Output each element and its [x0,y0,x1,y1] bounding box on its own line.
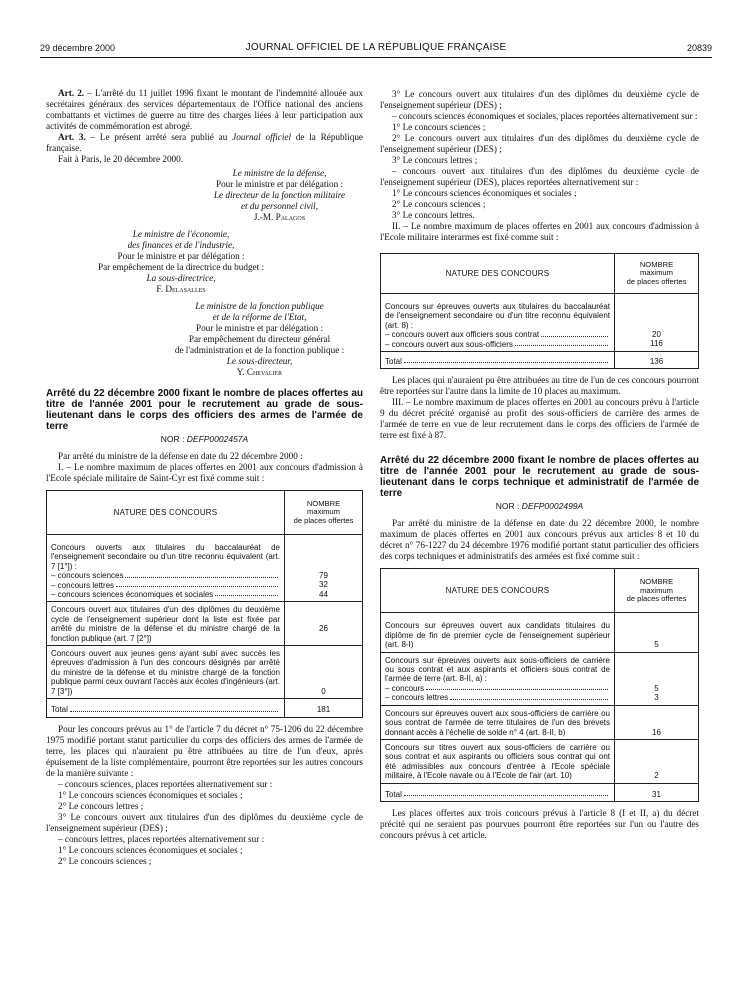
header-line: de places offertes [293,515,354,525]
journal-title: JOURNAL OFFICIEL DE LA RÉPUBLIQUE FRANÇAISE [245,42,507,53]
art3-label: Art. 3. [58,132,86,142]
after-table-2: Les places qui n'auraient pu être attribuées au titre de l'un de ces concours pourront être reportées sur l'autre dans la limite de 10 places au maximum. [380,375,699,397]
signature-block-2 [46,229,316,295]
item-value: 26 [319,623,328,633]
row-value [285,602,363,646]
item-value: 79 [319,571,328,580]
total-label: Total [51,705,68,715]
row-text: Concours sur titres ouvert aux sous-officiers de carrière ou sous contrat et aux aspirants ou officiers sous contrat qui ont été admissibles aux concours d'entrée à l'Ecole spéciale militaire, à l'Ecole navale ou à l'Ecole de l'air (art. 10) [381,739,615,783]
row-item [385,340,610,349]
table-total-row [47,699,363,717]
list-item: 2° Le concours sciences ; [58,855,152,866]
item-label: – concours lettres [51,580,115,590]
list-item: 3° Le concours lettres. [392,210,475,220]
item-label: – concours sciences économiques et sociales [51,590,214,600]
left-column [46,88,363,867]
page-header [40,43,712,57]
after-table-3: Les places offertes aux trois concours prévus à l'article 8 (I et II, a) du décret précité qui ne seraient pas pourvues pourront être reportées sur l'un ou l'autre des concours prévus à cet article. [380,807,699,840]
item-value: 3 [654,693,659,703]
sig3-line: Pour le ministre et par délégation : [195,323,324,333]
total-value: 181 [285,699,363,717]
list-item: 1° Le concours sciences économiques et sociales ; [58,844,243,855]
page-number: 20839 [686,43,712,53]
row-value: 5 [615,613,699,652]
total-label-cell [47,699,285,717]
table-cell [285,535,363,602]
item-value: 5 [654,683,659,693]
total-label: Total [385,789,402,799]
row-intro: Concours sur épreuves ouverts aux sous-officiers de carrière ou sous contrat et aux aspirants et officiers sous contrat de l'armée de terre (art. 8-II, a) : [385,655,610,684]
item-value: 20 [652,330,661,339]
sig3-line: Par empêchement du directeur général [188,334,331,344]
list-item: – concours lettres, places reportées alternativement sur : [58,833,265,844]
right-column [380,89,699,841]
table-row [47,535,363,602]
table-row [381,739,699,783]
header-line: de places offertes [626,594,687,604]
done-at: Fait à Paris, le 20 décembre 2000. [58,154,184,164]
list-item: – concours ouvert aux titulaires d'un des diplômes du deuxième cycle de l'enseignement supérieur (DES), places reportées alternativement sur : [380,166,699,187]
table-total-row [381,783,699,801]
sig2-line: des finances et de l'industrie, [127,240,235,250]
item-label: – concours [385,683,425,693]
row-item [51,581,280,590]
row-intro: Concours ouverts aux titulaires du baccalauréat de l'enseignement secondaire ou d'un titre reconnu équivalent (art. 7 [1°]) : [51,543,280,571]
row-item [51,571,280,580]
row-intro: Concours sur épreuves ouverts aux titulaires du baccalauréat de l'enseignement secondaire ou d'un titre reconnu équivalent (art. 8) : [385,302,610,330]
list-item: 3° Le concours ouvert aux titulaires d'un des diplômes du deuxième cycle de l'enseignement supérieur (DES) ; [380,89,699,110]
sig1-name: J.-M. Palagos [253,212,306,222]
row-text: Concours ouvert aux titulaires d'un des diplômes du deuxième cycle de l'enseignement supérieur dont la liste est fixée par arrêté du ministre de la défense et du ministre chargé de la fonction publique (art. 7 [2°]) [47,602,285,646]
list-item: 1° Le concours sciences ; [392,122,486,132]
art2-label: Art. 2. [58,88,85,98]
sig1-line: et du personnel civil, [240,201,319,211]
header-line: NOMBRE [639,259,674,269]
table-row [47,602,363,646]
item-value: 116 [650,339,663,349]
table-interarmes [380,253,699,369]
header-line: de places offertes [626,276,687,286]
header-rule [40,57,712,58]
header-line: maximum [640,268,673,278]
sig1-line: Le directeur de la fonction militaire [213,190,346,200]
table-cell [381,652,615,705]
header-line: NOMBRE [639,577,674,587]
point-3: III. – Le nombre maximum de places offertes en 2001 au concours prévu à l'article 9 du décret précité organisé au profit des sous-officiers de carrière des armes de l'armée de terre en vue de leur recrutement dans le corps des officiers de l'armée de terre est fixé à 87. [380,397,699,441]
header-date: 29 décembre 2000 [40,43,116,53]
signature-block-3 [46,301,363,378]
header-line: maximum [307,507,340,517]
table1-header-nombre [285,491,363,535]
sig2-line: Pour le ministre et par délégation : [117,251,245,261]
table-row [381,613,699,652]
table-row [47,646,363,699]
list-item: 2° Le concours ouvert aux titulaires d'un des diplômes du deuxième cycle de l'enseignement supérieur (DES) ; [380,133,699,154]
sig3-line: Le sous-directeur, [226,356,293,366]
art3-text-c: de la République française. [46,132,363,153]
art2-text: – L'arrêté du 11 juillet 1996 fixant le montant de l'indemnité allouée aux secrétaires généraux des services départementaux de l'Office national des anciens combattants et victimes de guerre au titre des charges liées à leur participation aux activités de commémoration est abrogé. [46,88,363,131]
article-2 [46,88,363,132]
art3-text-a: – Le présent arrêté sera publié au [85,132,233,142]
sig2-line: Le ministre de l'économie, [132,229,230,239]
nor-label: NOR : [160,434,187,444]
item-label: – concours lettres [385,693,449,703]
signature-block-1 [46,168,363,223]
row-text: Concours sur épreuves ouvert aux candidats titulaires du diplôme de fin de premier cycle de l'enseignement supérieur (art. 8-I) [381,613,615,652]
nor-reference-2 [380,501,699,512]
total-value: 31 [615,783,699,801]
sig2-name: F. Delasalles [156,284,206,294]
table-saint-cyr [46,490,363,718]
list-item: 3° Le concours ouvert aux titulaires d'un des diplômes du deuxième cycle de l'enseignement supérieur (DES) ; [46,811,363,833]
row-item [51,590,280,599]
after-table-1: Pour les concours prévus au 1° de l'article 7 du décret n° 75-1206 du 22 décembre 1975 modifié portant statut particulier du corps des officiers des armes de l'armée de terre, les places qui n'auraient pu être attribuées au titre de l'un d'eux, après épuisement de la liste complémentaire, pourront être reportées sur les autres concours de la manière suivante : [46,723,363,778]
item-label: – concours ouvert aux officiers sous contrat [385,330,540,340]
nor-label: NOR : [495,501,522,512]
table-cell [381,294,615,352]
sig3-name: Y. Chevalier [236,367,283,377]
sig2-line: Par empêchement de la directrice du budget : [97,262,265,272]
sig2-line: La sous-directrice, [146,273,216,283]
table3-header-nature: NATURE DES CONCOURS [381,569,615,613]
item-value: 32 [319,580,328,590]
sig3-line: de l'administration et de la fonction publique : [174,345,345,355]
point-1: I. – Le nombre maximum de places offertes en 2001 aux concours d'admission à l'Ecole spéciale militaire de Saint-Cyr est fixé comme suit : [46,462,363,483]
table-row [381,294,699,352]
list-item: 3° Le concours lettres ; [392,155,478,165]
sig3-line: et de la réforme de l'Etat, [212,312,307,322]
item-label: – concours ouvert aux sous-officiers [385,339,513,349]
list-item: 1° Le concours sciences économiques et sociales ; [392,188,577,198]
table-row [381,705,699,739]
art3-text-b: Journal officiel [232,132,291,142]
row-text: Concours ouvert aux jeunes gens ayant subi avec succès les épreuves d'admission à l'un des concours désignés par arrêté du ministre de la défense et du ministre chargé de la fonction publique parmi ceux ouvrant l'accès aux écoles d'ingénieurs (art. 7 [3°]) [47,646,285,699]
sig3-line: Le ministre de la fonction publique [195,301,324,311]
table-technique [380,568,699,802]
table-cell [615,294,699,352]
item-label: – concours sciences [51,571,124,581]
total-value: 136 [615,352,699,369]
nor-code: DEFP0002457A [186,434,249,444]
table-row [381,652,699,705]
intro-1: Par arrêté du ministre de la défense en date du 22 décembre 2000 : [58,451,303,461]
header-line: NOMBRE [306,498,341,508]
table2-header-nature: NATURE DES CONCOURS [381,254,615,294]
nor-reference-1 [46,434,363,445]
row-text: Concours sur épreuves ouvert aux sous-officiers de carrière ou sous contrat de l'armée de terre titulaires de l'un des brevets donnant accès à l'échelle de solde n° 4 (art. 8-II, b) [381,705,615,739]
table-total-row [381,352,699,369]
article-3 [46,132,363,154]
list-item: 2° Le concours sciences ; [392,199,486,209]
total-label: Total [385,357,402,367]
table-cell [615,652,699,705]
total-label-cell [381,783,615,801]
list-item: – concours sciences économiques et sociales, places reportées alternativement sur : [392,111,698,121]
arrete-title-1: Arrêté du 22 décembre 2000 fixant le nombre de places offertes au titre de l'année 2001 pour le recrutement au grade de sous-lieutenant dans le corps des officiers des armes de l'armée de terre [46,388,363,432]
list-item: 1° Le concours sciences économiques et sociales ; [58,789,243,800]
sig1-line: Le ministre de la défense, [232,168,327,178]
list-item: 2° Le concours lettres ; [58,800,144,811]
row-value: 2 [615,739,699,783]
row-value: 0 [285,646,363,699]
row-value: 16 [615,705,699,739]
header-line: maximum [640,585,673,595]
table2-header-nombre [615,254,699,294]
sig1-line: Pour le ministre et par délégation : [215,179,344,189]
table1-header-nature: NATURE DES CONCOURS [47,491,285,535]
nor-code: DEFP0002499A [521,501,584,512]
table-cell [47,535,285,602]
table3-header-nombre [615,569,699,613]
arrete-title-2: Arrêté du 22 décembre 2000 fixant le nombre de places offertes au titre de l'année 2001 pour le recrutement au grade de sous-lieutenant dans le corps technique et administratif de l'armée de terre [380,455,699,500]
total-label-cell [381,352,615,369]
intro-2: Par arrêté du ministre de la défense en date du 22 décembre 2000, le nombre maximum de places offertes en 2001 aux concours prévus aux articles 8 et 10 du décret n° 76-1227 du 24 décembre 1976 modifié portant statut particulier des officiers des corps techniques et administratifs des armées est fixé comme suit : [380,518,699,562]
row-item [385,693,610,702]
item-value: 44 [319,589,328,599]
list-item: – concours sciences, places reportées alternativement sur : [58,778,273,789]
row-item [385,684,610,693]
row-item [385,330,610,339]
point-2: II. – Le nombre maximum de places offertes en 2001 aux concours d'admission à l'Ecole militaire interarmes est fixé comme suit : [380,221,699,242]
